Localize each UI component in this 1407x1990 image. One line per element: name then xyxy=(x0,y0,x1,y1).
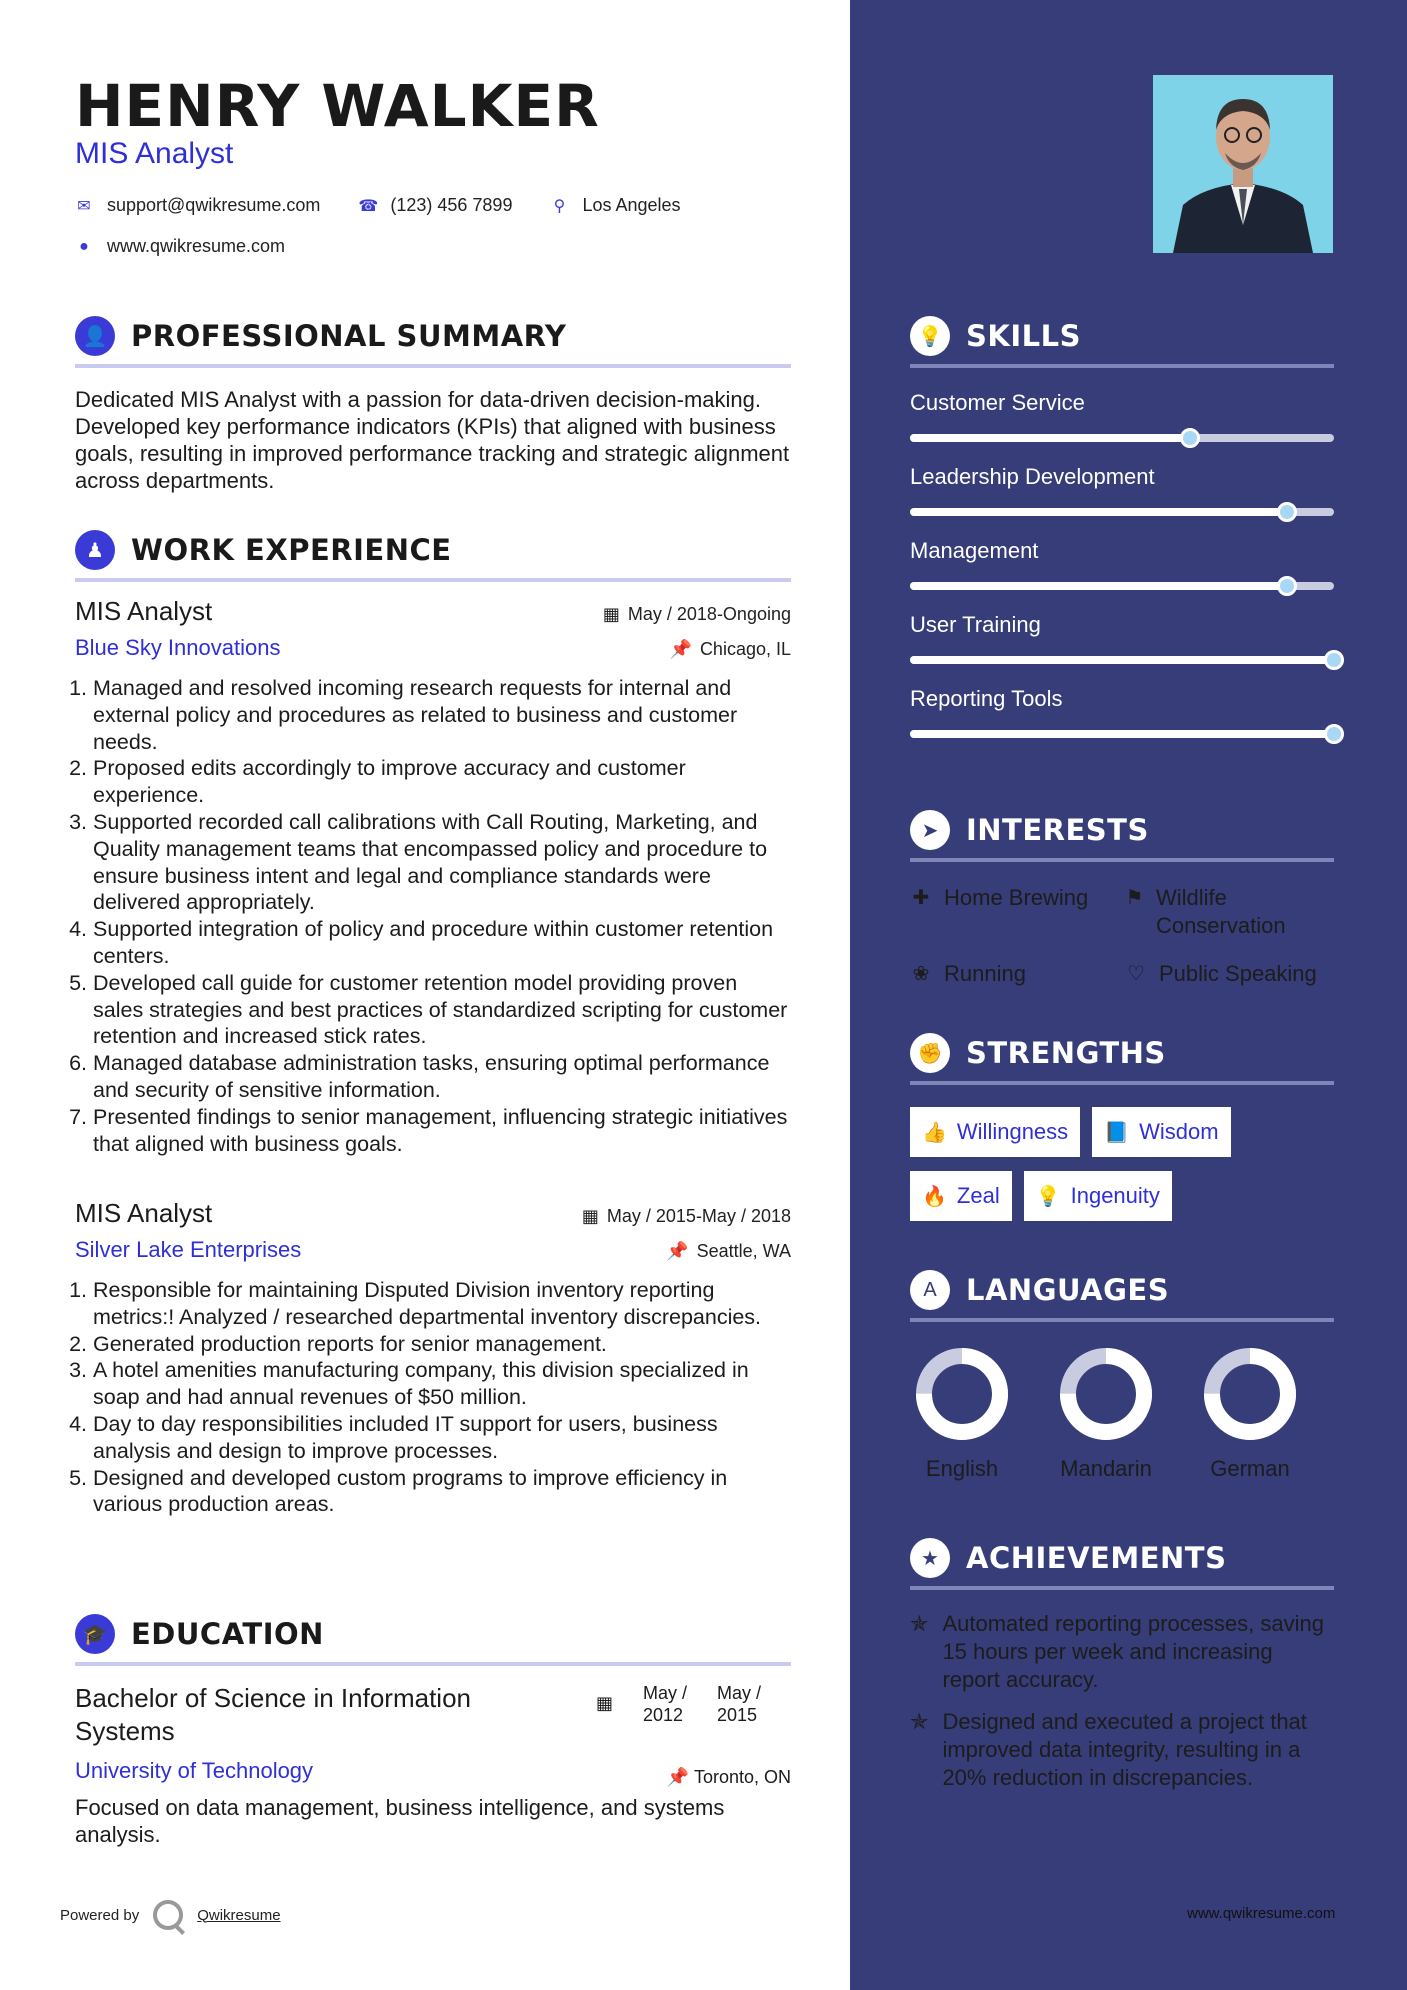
section-divider xyxy=(910,858,1334,862)
skill-item xyxy=(910,538,1334,590)
calendar-icon: ▦ xyxy=(602,604,620,624)
job-dates: May / 2015-May / 2018 xyxy=(606,1206,791,1226)
contact-line xyxy=(75,195,681,216)
email-icon: ✉ xyxy=(77,197,91,215)
user-icon: 👤 xyxy=(75,316,115,356)
translate-icon: A xyxy=(910,1270,950,1310)
email-text[interactable]: support@qwikresume.com xyxy=(107,195,321,215)
brand-link[interactable]: Qwikresume xyxy=(197,1906,281,1924)
job-location: Chicago, IL xyxy=(699,639,791,659)
website-link[interactable]: www.qwikresume.com xyxy=(107,236,286,256)
interest-label: Wildlife Conservation xyxy=(1155,885,1286,938)
job-role: MIS Analyst xyxy=(75,596,213,626)
skill-item xyxy=(910,390,1334,442)
job-entry xyxy=(75,1198,791,1518)
skill-item xyxy=(910,464,1334,516)
skill-level-knob xyxy=(1277,502,1297,522)
list-item: 4. Day to day responsibilities included IT support for users, business analysis and design to improve processes. xyxy=(93,1411,791,1465)
summary-heading: PROFESSIONAL SUMMARY xyxy=(131,319,567,353)
education-section xyxy=(75,1612,791,1666)
list-item: 1. Managed and resolved incoming research requests for internal and external policy and procedures as related to business and customer needs. xyxy=(93,675,791,755)
language-item xyxy=(914,1346,1010,1482)
skill-level-knob xyxy=(1324,724,1344,744)
list-item: 2. Proposed edits accordingly to improve accuracy and customer experience. xyxy=(93,755,791,809)
job-bullets xyxy=(75,1277,791,1518)
avatar xyxy=(1153,75,1333,253)
section-divider xyxy=(910,1586,1334,1590)
skill-level-fill xyxy=(910,434,1190,442)
degree-name: Bachelor of Science in Information Systems xyxy=(75,1683,471,1746)
company-name: Blue Sky Innovations xyxy=(75,635,281,660)
education-location xyxy=(667,1767,791,1788)
skills-list xyxy=(910,390,1334,738)
lightbulb-icon: 💡 xyxy=(1035,1185,1061,1208)
skill-item xyxy=(910,686,1334,738)
skill-item xyxy=(910,612,1334,664)
skill-level-bar xyxy=(910,508,1334,516)
job-title: MIS Analyst xyxy=(75,137,234,170)
achievement-text: Designed and executed a project that improved data integrity, resulting in a 20% reduction in discrepancies. xyxy=(942,1709,1307,1790)
skill-level-knob xyxy=(1324,650,1344,670)
language-item xyxy=(1058,1346,1154,1482)
list-item xyxy=(910,960,1125,988)
list-item xyxy=(1125,884,1334,940)
end-year: 2015 xyxy=(716,1705,758,1725)
strength-label: Zeal xyxy=(956,1183,1000,1208)
achievement-text: Automated reporting processes, saving 15 hours per week and increasing report accuracy. xyxy=(942,1611,1324,1692)
fire-icon: 🔥 xyxy=(922,1185,947,1208)
skill-level-bar xyxy=(910,656,1334,664)
summary-text: Dedicated MIS Analyst with a passion for data-driven decision-making. Developed key performance indicators (KPIs) that aligned with business goals, resulting in improved performance tracking and strategic alignment across departments. xyxy=(75,387,790,493)
skill-label: Leadership Development xyxy=(910,464,1155,489)
skill-label: Customer Service xyxy=(910,390,1085,415)
skill-level-fill xyxy=(910,508,1287,516)
section-divider xyxy=(910,364,1334,368)
interest-label: Public Speaking xyxy=(1159,961,1317,986)
section-divider xyxy=(910,1318,1334,1322)
section-divider xyxy=(910,1081,1334,1085)
language-item xyxy=(1202,1346,1298,1482)
strengths-section xyxy=(910,1031,1334,1221)
footer-branding xyxy=(60,1900,281,1930)
summary-section xyxy=(75,314,791,494)
experience-section xyxy=(75,528,791,582)
paper-plane-icon: ➤ xyxy=(910,810,950,850)
list-item: 4. Supported integration of policy and procedure within customer retention centers. xyxy=(93,916,791,970)
languages-section xyxy=(910,1268,1334,1482)
stars-icon: ✯ xyxy=(910,1611,929,1636)
skills-section xyxy=(910,314,1334,738)
section-divider xyxy=(75,1662,791,1666)
pin-icon: 📌 xyxy=(669,639,692,659)
flag-icon: ⚑ xyxy=(1125,887,1144,909)
list-item: 5. Developed call guide for customer retention model providing proven sales strategies and best practices of standardized scripting for customer retention and increased stick rates. xyxy=(93,970,791,1050)
strengths-heading: STRENGTHS xyxy=(966,1036,1166,1070)
experience-heading: WORK EXPERIENCE xyxy=(131,533,452,567)
language-level-ring xyxy=(1202,1346,1298,1442)
job-role: MIS Analyst xyxy=(75,1198,213,1228)
job-dates: May / 2018-Ongoing xyxy=(627,604,791,624)
list-item: 5. Designed and developed custom programs to improve efficiency in various production areas. xyxy=(93,1465,791,1519)
calendar-icon: ▦ xyxy=(581,1206,599,1226)
skills-heading: SKILLS xyxy=(966,319,1081,353)
skill-level-knob xyxy=(1180,428,1200,448)
language-label: German xyxy=(1210,1456,1290,1481)
skill-label: User Training xyxy=(910,612,1041,637)
start-month: May / xyxy=(642,1683,687,1703)
languages-list xyxy=(910,1346,1334,1482)
pin-icon: 📌 xyxy=(666,1767,690,1787)
job-entry xyxy=(75,596,791,1157)
lightbulb-icon: 💡 xyxy=(910,316,950,356)
location-icon: ⚲ xyxy=(553,197,566,215)
interest-label: Running xyxy=(944,961,1026,986)
interests-list xyxy=(910,884,1334,988)
interests-heading: INTERESTS xyxy=(966,813,1149,847)
education-description: Focused on data management, business intelligence, and systems analysis. xyxy=(75,1795,725,1847)
stars-icon: ✯ xyxy=(910,1709,929,1734)
strength-tag xyxy=(1024,1171,1172,1221)
chair-icon: ♟ xyxy=(75,530,115,570)
company-name: Silver Lake Enterprises xyxy=(75,1237,302,1262)
interest-label: Home Brewing xyxy=(944,885,1089,910)
strength-label: Wisdom xyxy=(1139,1119,1219,1144)
list-item: 6. Managed database administration tasks, ensuring optimal performance and security of sensitive information. xyxy=(93,1050,791,1104)
language-label: English xyxy=(925,1456,999,1481)
achievements-heading: ACHIEVEMENTS xyxy=(966,1541,1227,1575)
puzzle-icon: ✚ xyxy=(912,887,930,909)
school-name: University of Technology xyxy=(75,1758,314,1783)
candidate-name: HENRY WALKER xyxy=(75,72,600,140)
section-divider xyxy=(75,578,791,582)
skill-label: Reporting Tools xyxy=(910,686,1063,711)
globe-icon: ● xyxy=(79,237,89,255)
start-year: 2012 xyxy=(642,1705,684,1725)
phone-icon: ☎ xyxy=(358,197,379,215)
education-entry xyxy=(75,1682,791,1848)
list-item xyxy=(910,1610,1334,1694)
star-badge-icon: ★ xyxy=(910,1538,950,1578)
fist-icon: ✊ xyxy=(910,1033,950,1073)
achievements-section xyxy=(910,1536,1334,1806)
list-item xyxy=(910,884,1125,940)
paw-icon: ❀ xyxy=(912,963,930,985)
interests-section xyxy=(910,808,1334,988)
language-level-ring xyxy=(1058,1346,1154,1442)
strengths-list xyxy=(910,1107,1334,1221)
skill-level-fill xyxy=(910,656,1334,664)
list-item: 1. Responsible for maintaining Disputed Division inventory reporting metrics:! Analyzed / researched departmental inventory discrepancies. xyxy=(93,1277,791,1331)
education-location-text: Toronto, ON xyxy=(693,1767,791,1787)
powered-by-text: Powered by xyxy=(60,1906,140,1924)
list-item: 2. Generated production reports for senior management. xyxy=(93,1331,791,1358)
skill-level-bar xyxy=(910,434,1334,442)
calendar-icon: ▦ xyxy=(595,1693,613,1713)
skill-level-fill xyxy=(910,730,1334,738)
achievements-list xyxy=(910,1610,1334,1792)
location-text: Los Angeles xyxy=(582,195,681,215)
skill-level-bar xyxy=(910,582,1334,590)
phone-text[interactable]: (123) 456 7899 xyxy=(390,195,513,215)
strength-tag xyxy=(910,1171,1012,1221)
list-item: 3. Supported recorded call calibrations with Call Routing, Marketing, and Quality management teams that encompassed policy and procedure to ensure business intent and legal and compliance standards were delivered appropriately. xyxy=(93,809,791,916)
skill-level-bar xyxy=(910,730,1334,738)
section-divider xyxy=(75,364,791,368)
job-location: Seattle, WA xyxy=(696,1241,791,1261)
language-label: Mandarin xyxy=(1060,1456,1152,1481)
strength-tag xyxy=(1092,1107,1230,1157)
list-item xyxy=(1125,960,1334,988)
graduate-icon: 🎓 xyxy=(75,1614,115,1654)
education-heading: EDUCATION xyxy=(131,1617,324,1651)
strength-label: Ingenuity xyxy=(1070,1183,1160,1208)
end-month: May / xyxy=(716,1683,761,1703)
job-bullets xyxy=(75,675,791,1157)
language-level-ring xyxy=(914,1346,1010,1442)
skill-level-fill xyxy=(910,582,1287,590)
list-item: 7. Presented findings to senior management, influencing strategic initiatives that aligned with business goals. xyxy=(93,1104,791,1158)
list-item: 3. A hotel amenities manufacturing company, this division specialized in soap and had annual revenues of $50 million. xyxy=(93,1357,791,1411)
profile-photo xyxy=(1153,75,1333,253)
languages-heading: LANGUAGES xyxy=(966,1273,1170,1307)
website-line xyxy=(75,236,285,257)
skill-level-knob xyxy=(1277,576,1297,596)
strength-tag xyxy=(910,1107,1080,1157)
footer-url[interactable]: www.qwikresume.com xyxy=(1187,1905,1336,1922)
pin-icon: 📌 xyxy=(666,1241,689,1261)
list-item xyxy=(910,1708,1334,1792)
strength-label: Willingness xyxy=(956,1119,1069,1144)
education-dates xyxy=(596,1682,761,1726)
qwikresume-logo-icon xyxy=(153,1900,183,1930)
skill-label: Management xyxy=(910,538,1039,563)
heartbeat-icon: ♡ xyxy=(1127,963,1145,985)
thumbs-up-icon: 👍 xyxy=(922,1121,947,1144)
book-icon: 📘 xyxy=(1104,1121,1130,1144)
